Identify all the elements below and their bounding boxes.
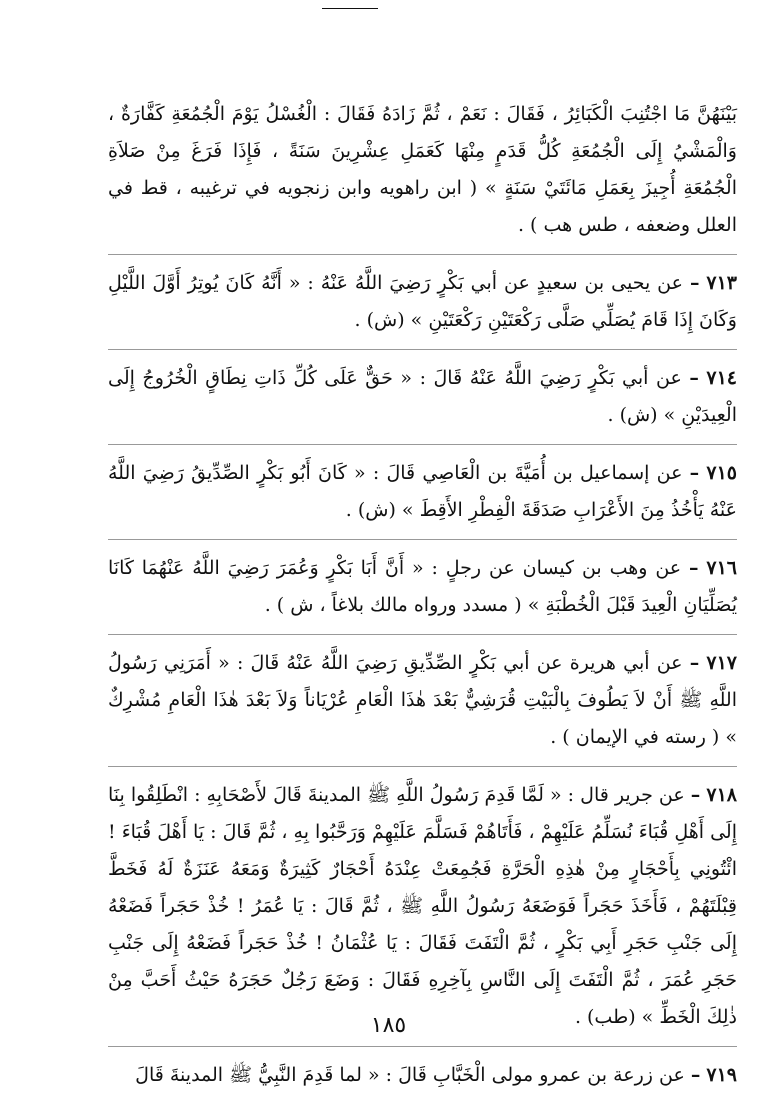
entry-dash: – bbox=[690, 1064, 701, 1086]
entry-dash: – bbox=[689, 462, 700, 484]
entry-dash: – bbox=[689, 557, 699, 579]
document-body bbox=[108, 96, 737, 1094]
page-number: ١٨٥ bbox=[370, 1013, 407, 1038]
entry-text: عن أبي بَكْرٍ رَضِيَ اللَّهُ عَنْهُ قَالَ : « حَقٌّ عَلَى كُلِّ ذَاتِ نِطَاقٍ الْخُرُوجُ إِلَى الْعِيدَيْنِ » (ش) . bbox=[108, 367, 737, 426]
entry-number: ٧١٧ bbox=[706, 652, 737, 674]
entry-number: ٧١٥ bbox=[706, 462, 738, 484]
hadith-entry-718 bbox=[108, 766, 737, 1036]
entry-text: عن إسماعيل بن أُمَيَّةَ بن الْعَاصِي قَالَ : « كَانَ أَبُو بَكْرٍ الصِّدِّيقُ رَضِيَ اللَّهُ عَنْهُ يَأْخُذُ مِنَ الأَعْرَابِ صَدَقَةَ الْفِطْرِ الأَقِطَ » (ش) . bbox=[108, 462, 737, 521]
entry-text: عن جرير قال : « لَمَّا قَدِمَ رَسُولُ اللَّهِ ﷺ المدينةَ قَالَ لأَصْحَابِهِ : انْطَلِقُوا بِنَا إِلَى أَهْلِ قُبَاءَ نُسَلِّمُ عَلَيْهِمْ ، فَأَتَاهُمْ فَسَلَّمَ عَلَيْهِمْ وَرَحَّبُوا بِهِ ، ثُمَّ قَالَ : يَا أَهْلَ قُبَاءَ ! ائْتُونِي بِأَحْجَارٍ مِنْ هٰذِهِ الْحَرَّةِ فَجُمِعَتْ عِنْدَهُ أَحْجَارٌ كَثِيرَةٌ وَمَعَهُ عَنَزَةٌ لَهُ فَخَطَّ قِبْلَتَهُمْ ، فَأَخَذَ حَجَراً فَوَضَعَهُ رَسُولُ اللَّهِ ﷺ ، ثُمَّ قَالَ : يَا عُمَرُ ! خُذْ حَجَراً فَضَعْهُ إِلَى جَنْبِ حَجَرِ أَبِي بَكْرٍ ، ثُمَّ الْتَفَتَ فَقَالَ : يَا عُثْمَانُ ! خُذْ حَجَراً فَضَعْهُ إِلَى جَنْبِ حَجَرِ عُمَرَ ، ثُمَّ الْتَفَتَ إِلَى النَّاسِ بِآخِرِهِ فَقَالَ : وَضَعَ رَجُلٌ حَجَرَهُ حَيْثُ أَحَبَّ مِنْ ذٰلِكَ الْخَطِّ » (طب) . bbox=[108, 784, 737, 1028]
entry-text: عن زرعة بن عمرو مولى الْخَبَّابِ قَالَ : « لما قَدِمَ النَّبِيُّ ﷺ المدينةَ قَالَ bbox=[135, 1064, 685, 1086]
entry-dash: – bbox=[689, 367, 699, 389]
hadith-entry-719 bbox=[108, 1046, 737, 1094]
entry-dash: – bbox=[689, 272, 700, 294]
hadith-entry-713 bbox=[108, 254, 737, 339]
entry-number: ٧١٦ bbox=[706, 557, 737, 579]
hadith-entry-714 bbox=[108, 349, 737, 434]
hadith-entry-716 bbox=[108, 539, 737, 624]
entry-dash: – bbox=[689, 652, 700, 674]
entry-text: عن أبي هريرة عن أبي بَكْرٍ الصِّدِّيقِ رَضِيَ اللَّهُ عَنْهُ قَالَ : « أَمَرَنِي رَسُولُ اللَّهِ ﷺ أَنْ لاَ يَطُوفَ بِالْبَيْتِ قُرَشِيٌّ بَعْدَ هٰذَا الْعَامِ عُرْيَاناً وَلاَ بَعْدَ هٰذَا الْعَامِ مُشْرِكٌ » ( رسته في الإيمان ) . bbox=[108, 652, 737, 748]
entry-number: ٧١٩ bbox=[706, 1064, 737, 1086]
entry-dash: – bbox=[690, 784, 701, 806]
intro-paragraph: بَيْنَهُنَّ مَا اجْتُنِبَ الْكَبَائِرُ ، فَقَالَ : نَعَمْ ، ثُمَّ زَادَهُ فَقَالَ : الْغُسْلُ يَوْمَ الْجُمُعَةِ كَفَّارَةٌ ، وَالْمَشْيُ إِلَى الْجُمُعَةِ كُلُّ قَدَمٍ مِنْهَا كَعَمَلِ عِشْرِينَ سَنَةً ، فَإِذَا فَرَغَ مِنْ صَلاَةِ الْجُمُعَةِ أُجِيزَ بِعَمَلِ مَائَتَيْ سَنَةٍ » ( ابن راهويه وابن زنجويه في ترغيبه ، قط في العلل وضعفه ، طس هب ) . bbox=[108, 103, 737, 236]
top-rule bbox=[322, 8, 378, 9]
entry-text: عن يحيى بن سعيدٍ عن أبي بَكْرٍ رَضِيَ اللَّهُ عَنْهُ : « أَنَّهُ كَانَ يُوتِرُ أَوَّلَ اللَّيْلِ وَكَانَ إِذَا قَامَ يُصَلِّي صَلَّى رَكْعَتَيْنِ رَكْعَتَيْنِ » (ش) . bbox=[108, 272, 737, 331]
entry-number: ٧١٨ bbox=[706, 784, 737, 806]
entry-number: ٧١٤ bbox=[706, 367, 738, 389]
hadith-entry-717 bbox=[108, 634, 737, 756]
entry-number: ٧١٣ bbox=[706, 272, 737, 294]
entry-text: عن وهب بن كيسان عن رجلٍ : « أَنَّ أَبَا بَكْرٍ وَعُمَرَ رَضِيَ اللَّهُ عَنْهُمَا كَانَا يُصَلِّيَانِ الْعِيدَ قَبْلَ الْخُطْبَةِ » ( مسدد ورواه مالك بلاغاً ، ش ) . bbox=[108, 557, 737, 616]
hadith-entry-715 bbox=[108, 444, 737, 529]
